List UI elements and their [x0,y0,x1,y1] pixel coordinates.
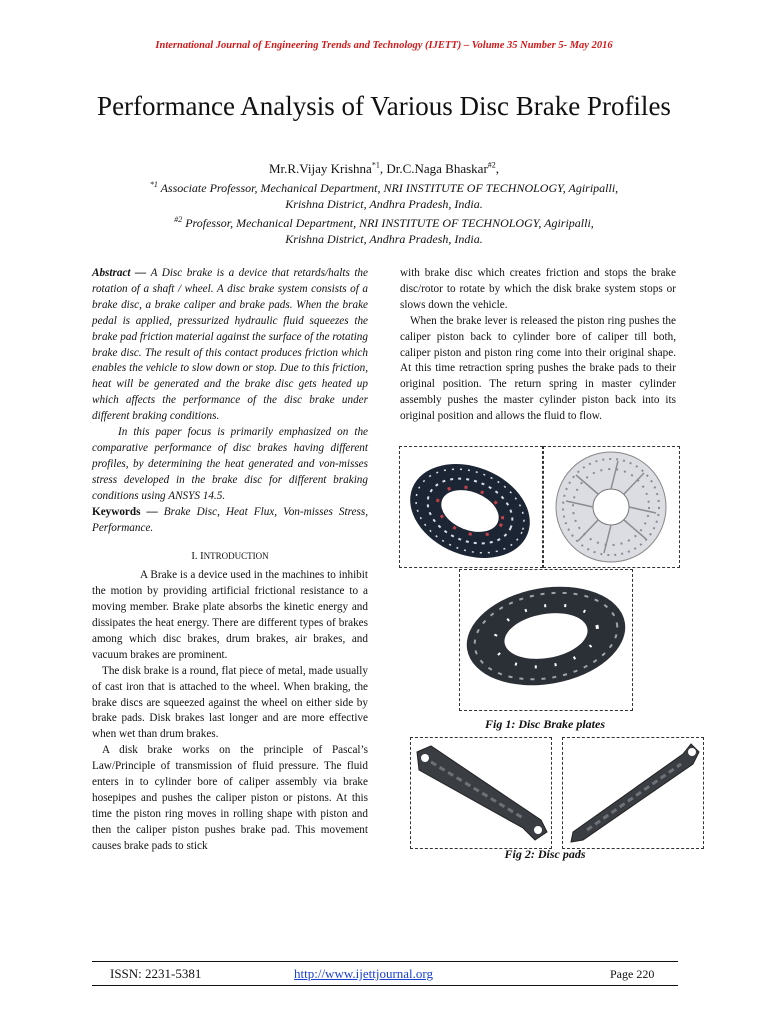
author-1: Mr.R.Vijay Krishna [268,161,372,176]
affiliation-1 [0,180,768,212]
right-paragraph-2: When the brake lever is released the piston ring pushes the caliper piston back to cylinder bore of caliper till both, caliper piston and piston ring come into their original shape. At this time retraction spring pushes the brake pads to their original position. The return spring in master cylinder assembly pushes the master cylinder piston back into its original position and allows the fluid to flow. [400,314,676,423]
footer-rule-bottom [92,985,678,986]
author-1-marker: *1 [371,160,380,170]
figure-2-caption: Fig 2: Disc pads [504,847,586,861]
disc-plate-dark-drawing [400,447,542,567]
right-paragraph-1: with brake disc which creates friction and stops the brake disc/rotor to rotate by which the disk brake system stops or slows down the vehicle. [400,267,676,311]
disc-pad-left-drawing [411,738,551,848]
keywords-dash: — [140,505,164,518]
abstract-paragraph-1: A Disc brake is a device that retards/halts the rotation of a shaft / wheel. A disc brake system consists of a brake disc, a brake caliper and brake pads. When the brake pedal is applied, pressurized hydraulic fluid squeezes the brake pad friction material against the surface of the rotating brake disc. The result of this contact produces friction which enables the vehicle to slow down or stop. Due to this friction, heat will be generated and the brake disc gets heated up which affects the performance of the disc brake under different braking conditions. [92,267,368,423]
author-line [0,161,768,177]
footer-url-link[interactable]: http://www.ijettjournal.org [294,966,434,981]
footer-rule-top [92,961,678,962]
figure-disc-pad-right [562,737,704,849]
abstract-dash: — [130,267,151,279]
intro-paragraph-1: A Brake is a device used in the machines to inhibit the motion by providing artificial frictional resistance to a moving member. Brake plate absorbs the kinetic energy and dissipates the heat energy. There are different types of brakes among which disc brakes, drum brakes, air brakes, and vacuum brakes are prominent. [92,569,368,661]
intro-paragraph-2: The disk brake is a round, flat piece of metal, made usually of cast iron that is attached to the wheel. When braking, the brake discs are squeezed against the wheel on either side by brake pads. Disk brakes last longer and are more effective when wet than drum brakes. [92,664,368,741]
footer-issn: ISSN: 2231-5381 [110,966,202,981]
abstract-paragraph-2: In this paper focus is primarily emphasized on the comparative performance of disc brakes having different profiles, by determining the heat generated and von-misses stress developed in the brake disc for different braking conditions using ANSYS 14.5. [92,426,368,502]
figure-1-caption: Fig 1: Disc Brake plates [485,717,605,731]
author-2-marker: #2 [487,160,496,170]
affiliation-1-line1: Associate Professor, Mechanical Department, NRI INSTITUTE OF TECHNOLOGY, Agiripalli, [157,181,619,195]
keywords-label: Keywords [92,505,141,518]
disc-plate-wavy-drawing [460,570,632,710]
affiliation-1-marker: *1 [149,180,158,189]
footer-page-number: Page 220 [610,967,655,981]
abstract [92,266,368,425]
affiliation-2-marker: #2 [174,215,183,224]
affiliation-2-line1: Professor, Mechanical Department, NRI INSTITUTE OF TECHNOLOGY, Agiripalli, [182,216,594,230]
keywords-text: Brake Disc, Heat Flux, Von-misses Stress, Performance. [92,505,368,534]
figure-disc-plate-wavy [459,569,633,711]
footer-url-container [294,966,433,982]
intro-paragraph-3: A disk brake works on the principle of Pascal’s Law/Principle of transmission of fluid pressure. The fluid enters in to cylinder bore of caliper assembly via brake hosepipes and pushes the caliper piston or pistons. At this time the piston ring moves in rolling shape with piston and then the caliper piston pushes brake pad. This movement causes brake pads to stick [92,744,368,852]
left-column [92,266,368,855]
figure-disc-plate-dark [399,446,543,568]
disc-pad-right-drawing [563,738,703,848]
right-column [400,266,676,425]
paper-title: Performance Analysis of Various Disc Brake Profiles [97,91,671,121]
affiliation-2-line2: Krishna District, Andhra Pradesh, India. [285,232,483,246]
keywords [92,505,368,537]
affiliation-1-line2: Krishna District, Andhra Pradesh, India. [285,197,483,211]
abstract-label: Abstract [92,267,131,279]
journal-header: International Journal of Engineering Trends and Technology (IJETT) – Volume 35 Number 5- May 2016 [155,40,613,51]
affiliation-2 [0,215,768,247]
section-heading-number: I. I [191,551,204,563]
author-end: , [495,161,500,176]
section-heading-text: NTRODUCTION [203,551,269,562]
author-2: Dr.C.Naga Bhaskar [386,161,488,176]
disc-plate-silver-drawing [544,447,679,567]
figure-disc-pad-left [410,737,552,849]
figure-disc-plate-silver [543,446,680,568]
author-separator: , [379,161,387,176]
section-heading-introduction [92,549,368,565]
